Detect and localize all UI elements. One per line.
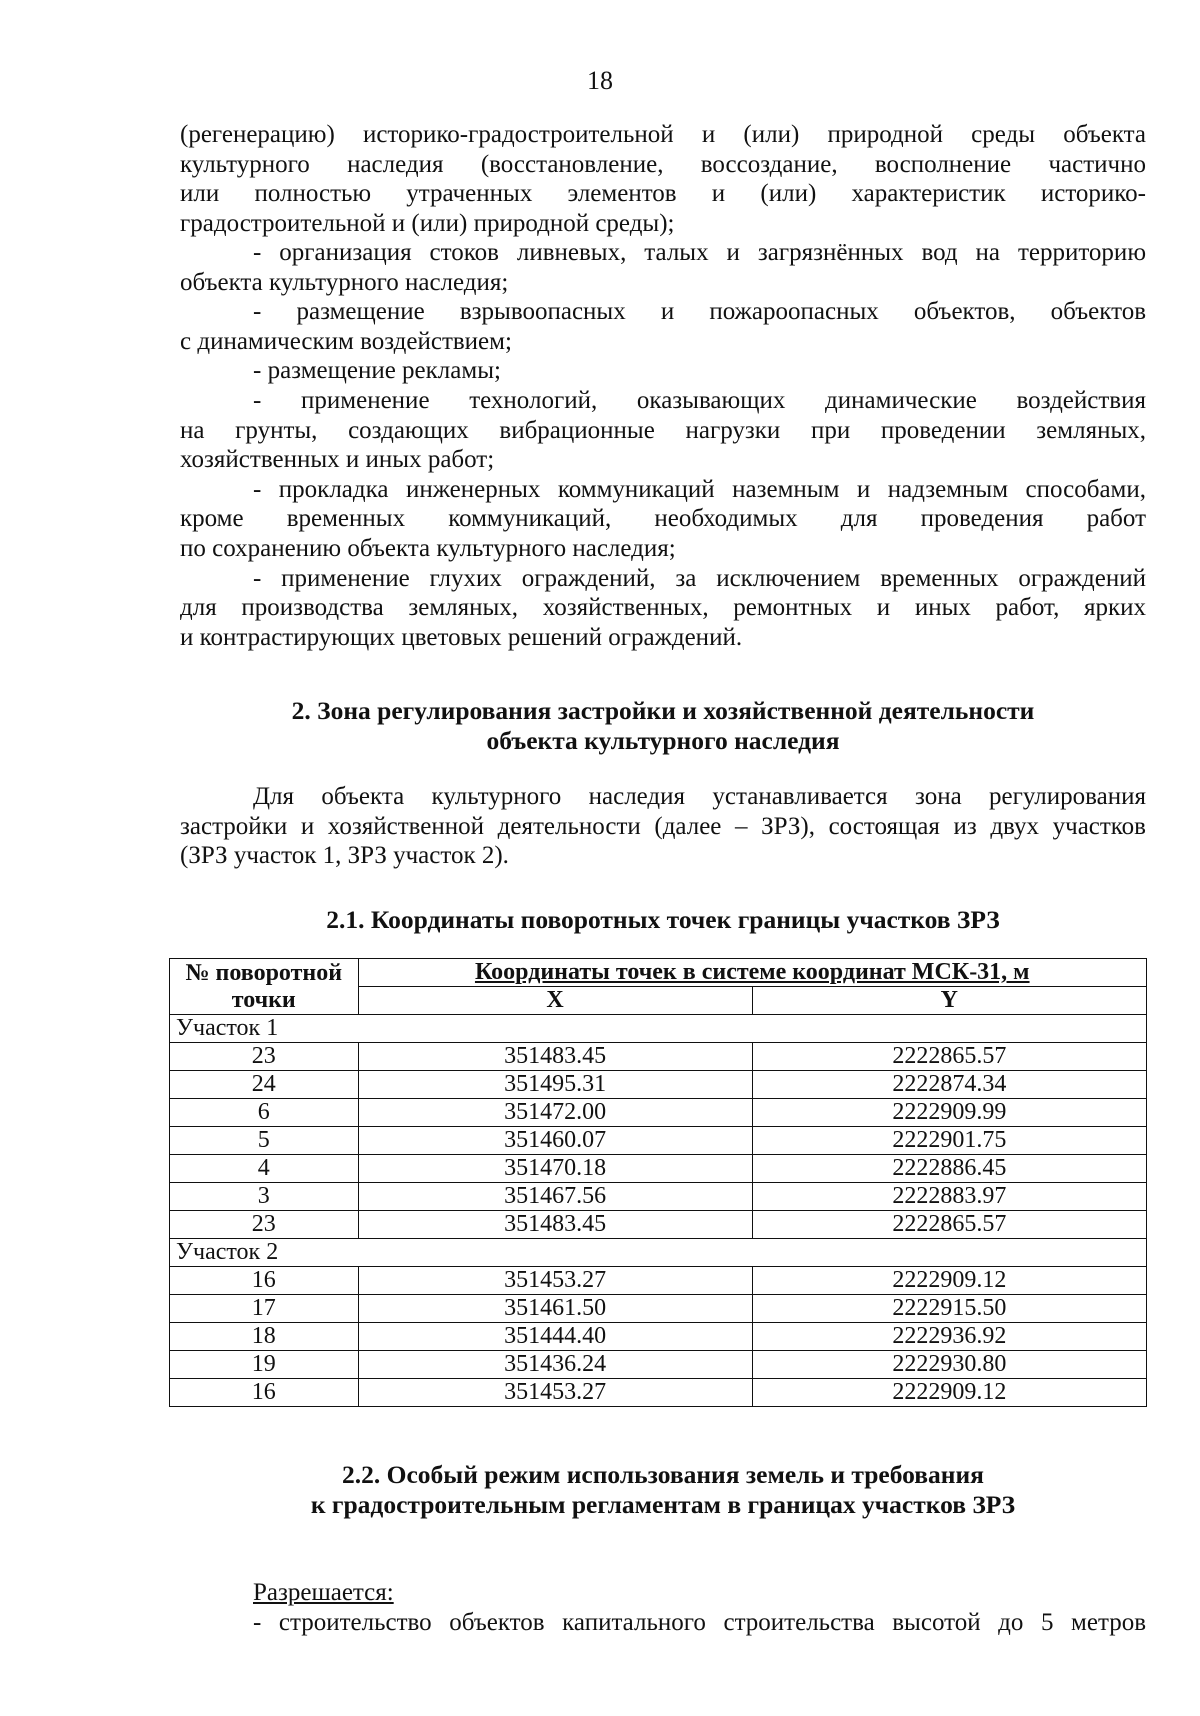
allowed-item-line: - строительство объектов капитального строительства высотой до 5 метров xyxy=(253,1608,1146,1636)
allowed-label: Разрешается: xyxy=(253,1579,394,1606)
y-cell: 2222909.12 xyxy=(752,1267,1146,1295)
x-cell: 351483.45 xyxy=(358,1043,752,1071)
y-column-header: Y xyxy=(752,987,1146,1015)
y-cell: 2222909.12 xyxy=(752,1379,1146,1407)
table-row xyxy=(170,1043,1147,1071)
coordinates-table xyxy=(169,958,1147,1407)
section-2-title-line: объекта культурного наследия xyxy=(486,726,840,755)
point-header-line: № поворотной xyxy=(185,959,343,986)
x-cell: 351461.50 xyxy=(358,1295,752,1323)
section-2-2-body xyxy=(180,1578,1146,1637)
table-row xyxy=(170,1267,1147,1295)
list-item-line: - организация стоков ливневых, талых и загрязнённых вод на территорию xyxy=(253,239,1146,266)
y-cell: 2222883.97 xyxy=(752,1183,1146,1211)
paragraph-line: (ЗРЗ участок 1, ЗРЗ участок 2). xyxy=(180,842,509,870)
point-cell: 3 xyxy=(170,1183,359,1211)
x-cell: 351460.07 xyxy=(358,1127,752,1155)
list-item-line: кроме временных коммуникаций, необходимых для проведения работ xyxy=(180,505,1146,533)
point-cell: 17 xyxy=(170,1295,359,1323)
table-body xyxy=(170,1015,1147,1407)
point-cell: 23 xyxy=(170,1211,359,1239)
x-cell: 351470.18 xyxy=(358,1155,752,1183)
point-cell: 16 xyxy=(170,1267,359,1295)
point-cell: 4 xyxy=(170,1155,359,1183)
point-header-line: точки xyxy=(231,986,296,1013)
list-item xyxy=(180,297,1146,356)
table-row xyxy=(170,1211,1147,1239)
section-2-title-line: 2. Зона регулирования застройки и хозяйственной деятельности xyxy=(291,696,1035,725)
list-item-line: с динамическим воздействием; xyxy=(180,327,512,355)
y-cell: 2222865.57 xyxy=(752,1043,1146,1071)
coords-column-header xyxy=(358,959,1147,987)
x-cell: 351444.40 xyxy=(358,1323,752,1351)
section-2-2-title-line: 2.2. Особый режим использования земель и требования xyxy=(342,1460,984,1489)
list-item-line: - прокладка инженерных коммуникаций наземным и надземным способами, xyxy=(253,475,1146,503)
list-item-line: и контрастирующих цветовых решений ограждений. xyxy=(180,623,743,651)
list-item xyxy=(180,356,1146,386)
allowed-label-line xyxy=(180,1578,1146,1608)
plot-label: Участок 1 xyxy=(170,1015,1147,1043)
page-number: 18 xyxy=(587,66,613,95)
list-item xyxy=(180,386,1146,475)
list-item-line: - размещение рекламы; xyxy=(253,357,501,385)
intro-paragraph xyxy=(180,120,1146,238)
intro-line: градостроительной и (или) природной среды); xyxy=(180,209,675,237)
prohibition-list xyxy=(180,238,1146,652)
point-cell: 16 xyxy=(170,1379,359,1407)
table-row xyxy=(170,1071,1147,1099)
y-cell: 2222915.50 xyxy=(752,1295,1146,1323)
y-cell: 2222909.99 xyxy=(752,1099,1146,1127)
y-cell: 2222886.45 xyxy=(752,1155,1146,1183)
point-cell: 6 xyxy=(170,1099,359,1127)
list-item-line: - применение технологий, оказывающих динамические воздействия xyxy=(253,386,1146,414)
x-cell: 351483.45 xyxy=(358,1211,752,1239)
point-cell: 24 xyxy=(170,1071,359,1099)
list-item-line: по сохранению объекта культурного наследия; xyxy=(180,534,676,562)
list-item-line: на грунты, создающих вибрационные нагрузки при проведении земляных, xyxy=(180,416,1146,444)
point-cell: 19 xyxy=(170,1351,359,1379)
coords-header-text: Координаты точек в системе координат МСК-31, м xyxy=(474,959,1030,985)
point-column-header xyxy=(170,959,359,1015)
list-item-line: хозяйственных и иных работ; xyxy=(180,446,495,474)
y-cell: 2222930.80 xyxy=(752,1351,1146,1379)
table-title: 2.1. Координаты поворотных точек границы участков ЗРЗ xyxy=(326,905,1000,934)
section-2-paragraph xyxy=(180,782,1146,871)
list-item xyxy=(180,475,1146,564)
list-item-line: - применение глухих ограждений, за исключением временных ограждений xyxy=(253,564,1146,592)
x-cell: 351453.27 xyxy=(358,1379,752,1407)
table-row xyxy=(170,1183,1147,1211)
section-2-2-heading xyxy=(180,1460,1146,1520)
x-cell: 351436.24 xyxy=(358,1351,752,1379)
x-cell: 351453.27 xyxy=(358,1267,752,1295)
y-cell: 2222901.75 xyxy=(752,1127,1146,1155)
list-item-line: для производства земляных, хозяйственных, ремонтных и иных работ, ярких xyxy=(180,594,1146,622)
table-row xyxy=(170,1295,1147,1323)
point-cell: 18 xyxy=(170,1323,359,1351)
list-item xyxy=(180,564,1146,653)
plot-row xyxy=(170,1239,1147,1267)
y-cell: 2222936.92 xyxy=(752,1323,1146,1351)
list-item-line: объекта культурного наследия; xyxy=(180,268,509,296)
x-cell: 351495.31 xyxy=(358,1071,752,1099)
x-cell: 351472.00 xyxy=(358,1099,752,1127)
section-2-2-title-line: к градостроительным регламентам в границах участков ЗРЗ xyxy=(310,1490,1016,1519)
intro-line: культурного наследия (восстановление, воссоздание, восполнение частично xyxy=(180,150,1146,178)
x-cell: 351467.56 xyxy=(358,1183,752,1211)
list-item xyxy=(180,238,1146,297)
table-row xyxy=(170,1379,1147,1407)
paragraph-line: застройки и хозяйственной деятельности (далее – ЗРЗ), состоящая из двух участков xyxy=(180,812,1146,840)
plot-label: Участок 2 xyxy=(170,1239,1147,1267)
list-item-line: - размещение взрывоопасных и пожароопасных объектов, объектов xyxy=(253,298,1146,326)
intro-line: (регенерацию) историко-градостроительной и (или) природной среды объекта xyxy=(180,121,1146,148)
table-row xyxy=(170,1127,1147,1155)
point-cell: 5 xyxy=(170,1127,359,1155)
plot-row xyxy=(170,1015,1147,1043)
table-row xyxy=(170,1351,1147,1379)
y-cell: 2222874.34 xyxy=(752,1071,1146,1099)
y-cell: 2222865.57 xyxy=(752,1211,1146,1239)
x-column-header: X xyxy=(358,987,752,1015)
intro-line: или полностью утраченных элементов и (или) характеристик историко- xyxy=(180,180,1146,208)
table-row xyxy=(170,1099,1147,1127)
table-row xyxy=(170,1155,1147,1183)
paragraph-line: Для объекта культурного наследия устанавливается зона регулирования xyxy=(253,783,1146,810)
table-row xyxy=(170,1323,1147,1351)
point-cell: 23 xyxy=(170,1043,359,1071)
section-2-heading xyxy=(180,696,1146,756)
